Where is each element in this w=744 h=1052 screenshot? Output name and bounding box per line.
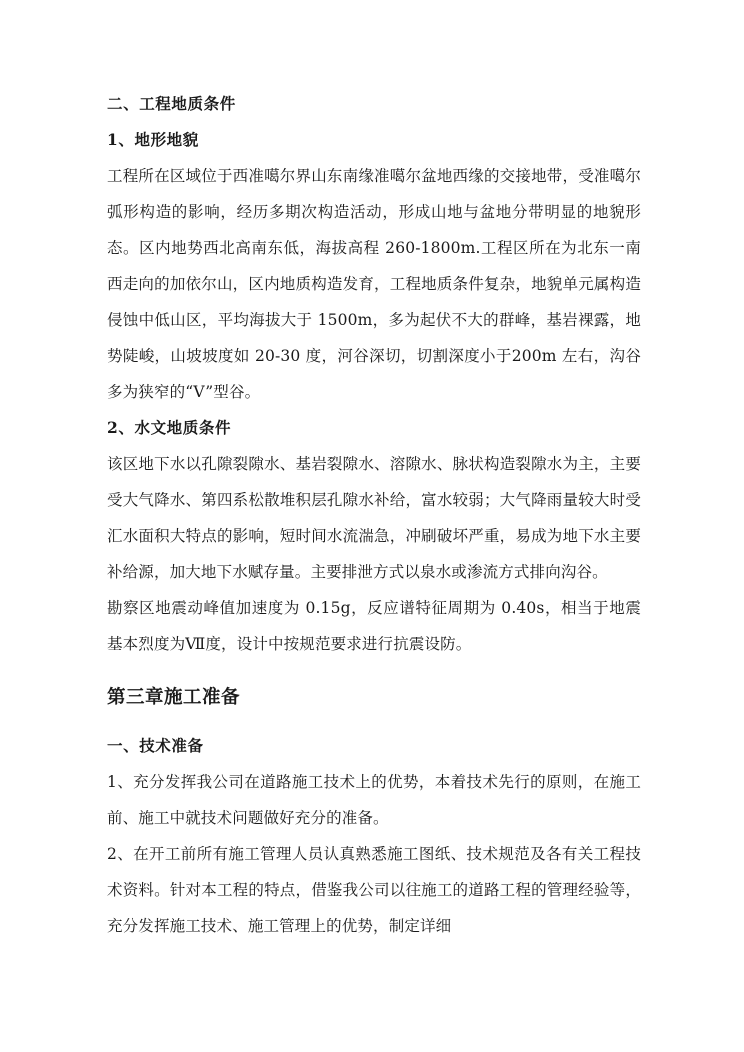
section-heading-technical-preparation: 一、技术准备 xyxy=(107,736,204,755)
document-text-body xyxy=(107,86,641,944)
spacer-after-chapter xyxy=(107,718,641,728)
paragraph-topography: 工程所在区域位于西准噶尔界山东南缘准噶尔盆地西缘的交接地带，受准噶尔弧形构造的影响，经历多期次构造活动，形成山地与盆地分带明显的地貌形态。区内地势西北高南东低，海拔高程 260-1800m.工程区所在为北东一南西走向的加依尔山，区内地质构造发育，工程地质条件复杂，地貌单元属构造侵蚀中低山区，平均海拔大于 1500m，多为起伏不大的群峰，基岩裸露，地势陡峻，山坡坡度如 20-30 度，河谷深切，切割深度小于200m 左右，沟谷多为狭窄的“V”型谷。 xyxy=(107,167,641,401)
section-heading-engineering-geology: 二、工程地质条件 xyxy=(107,94,236,113)
spacer-before-chapter xyxy=(107,662,641,678)
paragraph-hydrogeology: 该区地下水以孔隙裂隙水、基岩裂隙水、溶隙水、脉状构造裂隙水为主，主要受大气降水、第四系松散堆积层孔隙水补给，富水较弱；大气降雨量较大时受汇水面积大特点的影响，短时间水流湍急，冲刷破坏严重，易成为地下水主要补给源，加大地下水赋存量。主要排泄方式以泉水或渗流方式排向沟谷。 xyxy=(107,455,641,581)
subheading-topography: 1、地形地貌 xyxy=(107,130,199,149)
paragraph-technical-item-2: 2、在开工前所有施工管理人员认真熟悉施工图纸、技术规范及各有关工程技术资料。针对本工程的特点，借鉴我公司以往施工的道路工程的管理经验等，充分发挥施工技术、施工管理上的优势，制定详细 xyxy=(107,845,641,935)
chapter-heading-construction-preparation: 第三章施工准备 xyxy=(107,687,241,708)
paragraph-technical-item-1: 1、充分发挥我公司在道路施工技术上的优势，本着技术先行的原则，在施工前、施工中就技术问题做好充分的准备。 xyxy=(107,773,641,827)
paragraph-seismic: 勘察区地震动峰值加速度为 0.15g，反应谱特征周期为 0.40s，相当于地震基本烈度为Ⅶ度，设计中按规范要求进行抗震设防。 xyxy=(107,599,641,653)
subheading-hydrogeology: 2、水文地质条件 xyxy=(107,418,232,437)
